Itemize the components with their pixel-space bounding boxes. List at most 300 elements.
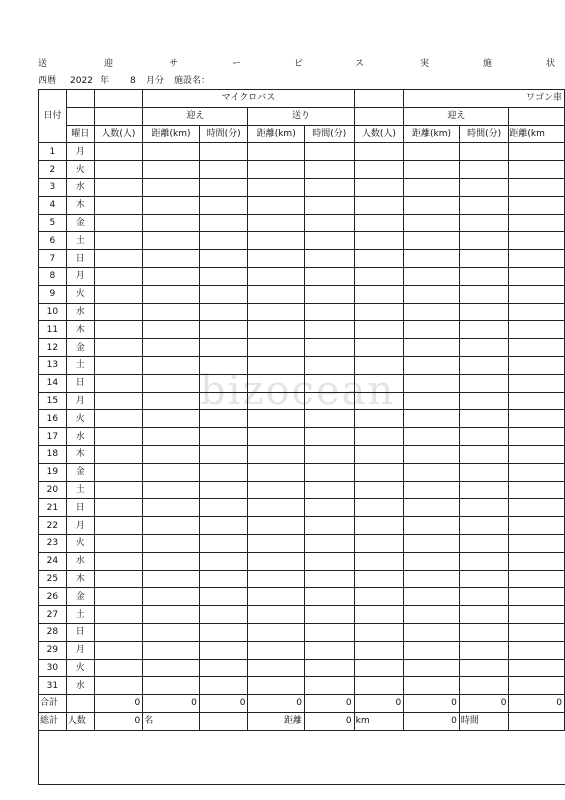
entry-cell[interactable] xyxy=(199,606,248,624)
entry-cell[interactable] xyxy=(305,463,355,481)
entry-cell[interactable] xyxy=(143,481,200,499)
entry-cell[interactable] xyxy=(94,463,143,481)
entry-cell[interactable] xyxy=(248,285,305,303)
weekday-cell: 日 xyxy=(66,499,94,517)
entry-cell[interactable] xyxy=(305,481,355,499)
day-number: 12 xyxy=(39,339,67,357)
entry-cell[interactable] xyxy=(94,534,143,552)
entry-cell[interactable] xyxy=(509,267,565,285)
entry-cell[interactable] xyxy=(404,392,460,410)
entry-cell[interactable] xyxy=(248,303,305,321)
entry-cell[interactable] xyxy=(94,570,143,588)
entry-cell[interactable] xyxy=(354,588,404,606)
entry-cell[interactable] xyxy=(459,321,509,339)
entry-cell[interactable] xyxy=(94,410,143,428)
entry-cell[interactable] xyxy=(404,552,460,570)
entry-cell[interactable] xyxy=(509,339,565,357)
entry-cell[interactable] xyxy=(404,428,460,446)
entry-cell[interactable] xyxy=(404,606,460,624)
entry-cell[interactable] xyxy=(459,428,509,446)
entry-cell[interactable] xyxy=(305,659,355,677)
grand-total-persons-value: 0 xyxy=(94,712,143,730)
entry-cell[interactable] xyxy=(94,677,143,695)
entry-cell[interactable] xyxy=(404,303,460,321)
entry-cell[interactable] xyxy=(404,321,460,339)
entry-cell[interactable] xyxy=(459,606,509,624)
day-number: 5 xyxy=(39,214,67,232)
entry-cell[interactable] xyxy=(459,161,509,179)
entry-cell[interactable] xyxy=(199,285,248,303)
entry-cell[interactable] xyxy=(94,303,143,321)
entry-cell[interactable] xyxy=(94,517,143,535)
entry-cell[interactable] xyxy=(404,481,460,499)
entry-cell[interactable] xyxy=(94,392,143,410)
entry-cell[interactable] xyxy=(354,552,404,570)
entry-cell[interactable] xyxy=(459,214,509,232)
entry-cell[interactable] xyxy=(143,321,200,339)
entry-cell[interactable] xyxy=(354,303,404,321)
entry-cell[interactable] xyxy=(404,196,460,214)
entry-cell[interactable] xyxy=(509,285,565,303)
entry-cell[interactable] xyxy=(143,623,200,641)
entry-cell[interactable] xyxy=(305,303,355,321)
table-row xyxy=(39,339,565,357)
entry-cell[interactable] xyxy=(143,356,200,374)
entry-cell[interactable] xyxy=(509,463,565,481)
entry-cell[interactable] xyxy=(143,499,200,517)
entry-cell[interactable] xyxy=(199,463,248,481)
entry-cell[interactable] xyxy=(305,250,355,268)
subtotal-value: 0 xyxy=(94,695,143,713)
entry-cell[interactable] xyxy=(404,445,460,463)
entry-cell[interactable] xyxy=(404,143,460,161)
entry-cell[interactable] xyxy=(404,285,460,303)
entry-cell[interactable] xyxy=(248,606,305,624)
entry-cell[interactable] xyxy=(354,517,404,535)
entry-cell[interactable] xyxy=(509,303,565,321)
entry-cell[interactable] xyxy=(404,356,460,374)
entry-cell[interactable] xyxy=(459,232,509,250)
entry-cell[interactable] xyxy=(404,641,460,659)
entry-cell[interactable] xyxy=(509,570,565,588)
entry-cell[interactable] xyxy=(509,196,565,214)
entry-cell[interactable] xyxy=(248,392,305,410)
entry-cell[interactable] xyxy=(248,588,305,606)
entry-cell[interactable] xyxy=(143,285,200,303)
entry-cell[interactable] xyxy=(459,677,509,695)
entry-cell[interactable] xyxy=(199,250,248,268)
entry-cell[interactable] xyxy=(404,534,460,552)
entry-cell[interactable] xyxy=(404,339,460,357)
entry-cell[interactable] xyxy=(143,534,200,552)
entry-cell[interactable] xyxy=(305,143,355,161)
entry-cell[interactable] xyxy=(509,606,565,624)
entry-cell[interactable] xyxy=(459,463,509,481)
entry-cell[interactable] xyxy=(509,481,565,499)
entry-cell[interactable] xyxy=(459,481,509,499)
entry-cell[interactable] xyxy=(354,143,404,161)
entry-cell[interactable] xyxy=(509,161,565,179)
entry-cell[interactable] xyxy=(248,659,305,677)
weekday-cell: 水 xyxy=(66,428,94,446)
entry-cell[interactable] xyxy=(305,321,355,339)
entry-cell[interactable] xyxy=(459,641,509,659)
entry-cell[interactable] xyxy=(354,623,404,641)
entry-cell[interactable] xyxy=(354,214,404,232)
entry-cell[interactable] xyxy=(305,534,355,552)
entry-cell[interactable] xyxy=(248,428,305,446)
entry-cell[interactable] xyxy=(305,552,355,570)
entry-cell[interactable] xyxy=(248,445,305,463)
entry-cell[interactable] xyxy=(404,570,460,588)
entry-cell[interactable] xyxy=(354,463,404,481)
table-row xyxy=(39,517,565,535)
entry-cell[interactable] xyxy=(305,677,355,695)
entry-cell[interactable] xyxy=(354,534,404,552)
entry-cell[interactable] xyxy=(354,321,404,339)
entry-cell[interactable] xyxy=(248,570,305,588)
entry-cell[interactable] xyxy=(305,606,355,624)
entry-cell[interactable] xyxy=(354,410,404,428)
entry-cell[interactable] xyxy=(509,143,565,161)
entry-cell[interactable] xyxy=(305,392,355,410)
entry-cell[interactable] xyxy=(143,463,200,481)
entry-cell[interactable] xyxy=(509,392,565,410)
entry-cell[interactable] xyxy=(404,178,460,196)
entry-cell[interactable] xyxy=(404,214,460,232)
entry-cell[interactable] xyxy=(509,517,565,535)
entry-cell[interactable] xyxy=(199,623,248,641)
entry-cell[interactable] xyxy=(94,285,143,303)
entry-cell[interactable] xyxy=(305,178,355,196)
entry-cell[interactable] xyxy=(509,445,565,463)
grand-total-label: 総計 xyxy=(39,712,67,730)
entry-cell[interactable] xyxy=(143,392,200,410)
entry-cell[interactable] xyxy=(509,677,565,695)
entry-cell[interactable] xyxy=(305,517,355,535)
entry-cell[interactable] xyxy=(404,232,460,250)
entry-cell[interactable] xyxy=(199,659,248,677)
entry-cell[interactable] xyxy=(248,339,305,357)
entry-cell[interactable] xyxy=(305,570,355,588)
year-unit: 年 xyxy=(100,76,110,86)
entry-cell[interactable] xyxy=(143,428,200,446)
entry-cell[interactable] xyxy=(305,161,355,179)
entry-cell[interactable] xyxy=(354,250,404,268)
entry-cell[interactable] xyxy=(199,517,248,535)
entry-cell[interactable] xyxy=(199,588,248,606)
entry-cell[interactable] xyxy=(459,356,509,374)
entry-cell[interactable] xyxy=(94,606,143,624)
entry-cell[interactable] xyxy=(94,267,143,285)
entry-cell[interactable] xyxy=(199,552,248,570)
entry-cell[interactable] xyxy=(199,499,248,517)
entry-cell[interactable] xyxy=(404,623,460,641)
entry-cell[interactable] xyxy=(94,143,143,161)
entry-cell[interactable] xyxy=(143,588,200,606)
entry-cell[interactable] xyxy=(459,588,509,606)
entry-cell[interactable] xyxy=(199,303,248,321)
weekday-cell: 木 xyxy=(66,321,94,339)
entry-cell[interactable] xyxy=(509,623,565,641)
entry-cell[interactable] xyxy=(509,214,565,232)
entry-cell[interactable] xyxy=(94,214,143,232)
entry-cell[interactable] xyxy=(459,196,509,214)
entry-cell[interactable] xyxy=(248,499,305,517)
entry-cell[interactable] xyxy=(354,232,404,250)
entry-cell[interactable] xyxy=(199,392,248,410)
entry-cell[interactable] xyxy=(199,534,248,552)
entry-cell[interactable] xyxy=(94,659,143,677)
entry-cell[interactable] xyxy=(459,445,509,463)
entry-cell[interactable] xyxy=(94,250,143,268)
entry-cell[interactable] xyxy=(459,534,509,552)
entry-cell[interactable] xyxy=(459,392,509,410)
entry-cell[interactable] xyxy=(248,534,305,552)
entry-cell[interactable] xyxy=(143,250,200,268)
entry-cell[interactable] xyxy=(199,214,248,232)
entry-cell[interactable] xyxy=(143,517,200,535)
entry-cell[interactable] xyxy=(354,178,404,196)
entry-cell[interactable] xyxy=(143,214,200,232)
entry-cell[interactable] xyxy=(354,659,404,677)
entry-cell[interactable] xyxy=(143,445,200,463)
entry-cell[interactable] xyxy=(143,606,200,624)
entry-cell[interactable] xyxy=(248,641,305,659)
entry-cell[interactable] xyxy=(459,623,509,641)
day-number: 7 xyxy=(39,250,67,268)
entry-cell[interactable] xyxy=(459,552,509,570)
entry-cell[interactable] xyxy=(199,196,248,214)
entry-cell[interactable] xyxy=(199,570,248,588)
entry-cell[interactable] xyxy=(354,641,404,659)
entry-cell[interactable] xyxy=(143,196,200,214)
entry-cell[interactable] xyxy=(143,374,200,392)
entry-cell[interactable] xyxy=(94,481,143,499)
entry-cell[interactable] xyxy=(509,410,565,428)
entry-cell[interactable] xyxy=(143,143,200,161)
entry-cell[interactable] xyxy=(305,232,355,250)
entry-cell[interactable] xyxy=(143,641,200,659)
entry-cell[interactable] xyxy=(404,161,460,179)
entry-cell[interactable] xyxy=(248,623,305,641)
entry-cell[interactable] xyxy=(94,588,143,606)
entry-cell[interactable] xyxy=(509,178,565,196)
entry-cell[interactable] xyxy=(509,321,565,339)
table-row xyxy=(39,232,565,250)
entry-cell[interactable] xyxy=(459,374,509,392)
entry-cell[interactable] xyxy=(94,641,143,659)
entry-cell[interactable] xyxy=(509,428,565,446)
entry-cell[interactable] xyxy=(354,356,404,374)
day-number: 28 xyxy=(39,623,67,641)
entry-cell[interactable] xyxy=(248,321,305,339)
entry-cell[interactable] xyxy=(248,178,305,196)
entry-cell[interactable] xyxy=(354,445,404,463)
entry-cell[interactable] xyxy=(94,196,143,214)
entry-cell[interactable] xyxy=(459,267,509,285)
entry-cell[interactable] xyxy=(305,356,355,374)
entry-cell[interactable] xyxy=(305,428,355,446)
entry-cell[interactable] xyxy=(143,161,200,179)
entry-cell[interactable] xyxy=(354,161,404,179)
table-row xyxy=(39,677,565,695)
entry-cell[interactable] xyxy=(305,339,355,357)
entry-cell[interactable] xyxy=(248,196,305,214)
entry-cell[interactable] xyxy=(199,677,248,695)
entry-cell[interactable] xyxy=(199,161,248,179)
entry-cell[interactable] xyxy=(509,499,565,517)
entry-cell[interactable] xyxy=(199,410,248,428)
entry-cell[interactable] xyxy=(509,374,565,392)
entry-cell[interactable] xyxy=(354,267,404,285)
entry-cell[interactable] xyxy=(354,428,404,446)
entry-cell[interactable] xyxy=(94,374,143,392)
weekday-cell: 水 xyxy=(66,552,94,570)
entry-cell[interactable] xyxy=(143,570,200,588)
entry-cell[interactable] xyxy=(354,392,404,410)
entry-cell[interactable] xyxy=(354,481,404,499)
entry-cell[interactable] xyxy=(94,321,143,339)
entry-cell[interactable] xyxy=(509,232,565,250)
entry-cell[interactable] xyxy=(509,588,565,606)
entry-cell[interactable] xyxy=(248,374,305,392)
entry-cell[interactable] xyxy=(199,356,248,374)
entry-cell[interactable] xyxy=(404,499,460,517)
table-row xyxy=(39,267,565,285)
entry-cell[interactable] xyxy=(199,232,248,250)
entry-cell[interactable] xyxy=(143,303,200,321)
entry-cell[interactable] xyxy=(94,499,143,517)
entry-cell[interactable] xyxy=(305,499,355,517)
entry-cell[interactable] xyxy=(459,339,509,357)
wagon-header: ワゴン車 xyxy=(404,90,565,108)
entry-cell[interactable] xyxy=(94,356,143,374)
entry-cell[interactable] xyxy=(404,517,460,535)
entry-cell[interactable] xyxy=(248,267,305,285)
entry-cell[interactable] xyxy=(199,339,248,357)
entry-cell[interactable] xyxy=(354,570,404,588)
entry-cell[interactable] xyxy=(94,623,143,641)
entry-cell[interactable] xyxy=(459,499,509,517)
entry-cell[interactable] xyxy=(305,445,355,463)
entry-cell[interactable] xyxy=(404,410,460,428)
entry-cell[interactable] xyxy=(143,659,200,677)
entry-cell[interactable] xyxy=(94,339,143,357)
entry-cell[interactable] xyxy=(305,623,355,641)
entry-cell[interactable] xyxy=(248,356,305,374)
entry-cell[interactable] xyxy=(404,267,460,285)
entry-cell[interactable] xyxy=(509,356,565,374)
entry-cell[interactable] xyxy=(305,374,355,392)
entry-cell[interactable] xyxy=(509,534,565,552)
entry-cell[interactable] xyxy=(94,232,143,250)
entry-cell[interactable] xyxy=(94,178,143,196)
entry-cell[interactable] xyxy=(94,428,143,446)
entry-cell[interactable] xyxy=(248,481,305,499)
entry-cell[interactable] xyxy=(94,445,143,463)
entry-cell[interactable] xyxy=(354,196,404,214)
entry-cell[interactable] xyxy=(404,374,460,392)
entry-cell[interactable] xyxy=(305,214,355,232)
entry-cell[interactable] xyxy=(143,677,200,695)
entry-cell[interactable] xyxy=(354,339,404,357)
entry-cell[interactable] xyxy=(354,606,404,624)
entry-cell[interactable] xyxy=(404,677,460,695)
entry-cell[interactable] xyxy=(459,285,509,303)
entry-cell[interactable] xyxy=(509,641,565,659)
entry-cell[interactable] xyxy=(305,641,355,659)
entry-cell[interactable] xyxy=(509,552,565,570)
entry-cell[interactable] xyxy=(248,677,305,695)
entry-cell[interactable] xyxy=(305,196,355,214)
entry-cell[interactable] xyxy=(94,161,143,179)
entry-cell[interactable] xyxy=(248,517,305,535)
entry-cell[interactable] xyxy=(305,267,355,285)
entry-cell[interactable] xyxy=(404,588,460,606)
entry-cell[interactable] xyxy=(459,143,509,161)
entry-cell[interactable] xyxy=(248,232,305,250)
entry-cell[interactable] xyxy=(199,321,248,339)
entry-cell[interactable] xyxy=(143,339,200,357)
entry-cell[interactable] xyxy=(459,570,509,588)
entry-cell[interactable] xyxy=(248,410,305,428)
entry-cell[interactable] xyxy=(143,552,200,570)
entry-cell[interactable] xyxy=(459,517,509,535)
entry-cell[interactable] xyxy=(459,178,509,196)
entry-cell[interactable] xyxy=(248,161,305,179)
entry-cell[interactable] xyxy=(248,250,305,268)
entry-cell[interactable] xyxy=(354,374,404,392)
entry-cell[interactable] xyxy=(509,659,565,677)
entry-cell[interactable] xyxy=(94,552,143,570)
entry-cell[interactable] xyxy=(305,285,355,303)
entry-cell[interactable] xyxy=(305,410,355,428)
entry-cell[interactable] xyxy=(354,499,404,517)
entry-cell[interactable] xyxy=(404,463,460,481)
entry-cell[interactable] xyxy=(459,303,509,321)
subtotal-value: 0 xyxy=(248,695,305,713)
entry-cell[interactable] xyxy=(404,659,460,677)
entry-cell[interactable] xyxy=(459,250,509,268)
entry-cell[interactable] xyxy=(199,445,248,463)
entry-cell[interactable] xyxy=(199,641,248,659)
entry-cell[interactable] xyxy=(199,374,248,392)
entry-cell[interactable] xyxy=(459,410,509,428)
entry-cell[interactable] xyxy=(143,410,200,428)
entry-cell[interactable] xyxy=(248,143,305,161)
entry-cell[interactable] xyxy=(199,481,248,499)
entry-cell[interactable] xyxy=(248,463,305,481)
entry-cell[interactable] xyxy=(199,267,248,285)
entry-cell[interactable] xyxy=(404,250,460,268)
entry-cell[interactable] xyxy=(199,143,248,161)
entry-cell[interactable] xyxy=(459,659,509,677)
day-number: 22 xyxy=(39,517,67,535)
entry-cell[interactable] xyxy=(199,428,248,446)
entry-cell[interactable] xyxy=(143,178,200,196)
entry-cell[interactable] xyxy=(248,552,305,570)
entry-cell[interactable] xyxy=(143,232,200,250)
entry-cell[interactable] xyxy=(248,214,305,232)
entry-cell[interactable] xyxy=(143,267,200,285)
watermark-logo: bizocean xyxy=(200,368,396,414)
entry-cell[interactable] xyxy=(305,588,355,606)
entry-cell[interactable] xyxy=(199,178,248,196)
entry-cell[interactable] xyxy=(354,677,404,695)
entry-cell[interactable] xyxy=(354,285,404,303)
entry-cell[interactable] xyxy=(509,250,565,268)
